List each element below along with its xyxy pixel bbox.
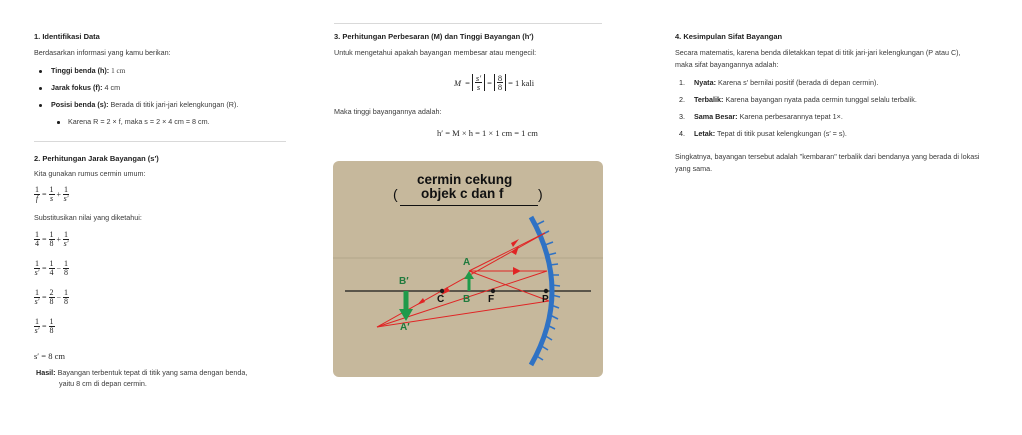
list-item: 1. Nyata: Karena s′ bernilai positif (berada di depan cermin).	[679, 78, 879, 87]
intro-line-2: maka sifat bayangannya adalah:	[675, 60, 779, 69]
closing-line-1: Singkatnya, bayangan tersebut adalah "kembaran" terbalik dari bendanya yang berada di lokasi	[675, 152, 980, 161]
label-Ap: A′	[400, 322, 410, 333]
label-B: B	[463, 294, 471, 305]
list-item: 4. Letak: Tepat di titik pusat kelengkungan (s′ = s).	[679, 129, 847, 138]
equation-step-2: $\frac{1}{s'}$ = $\frac{1}{4}$ − $\frac{1}{8}$	[34, 259, 69, 277]
title-underline	[400, 205, 538, 206]
equation-step-4: $\frac{1}{s'}$ = $\frac{1}{8}$	[34, 317, 54, 335]
bullet-dot	[39, 87, 42, 90]
intro-text: Untuk mengetahui apakah bayangan membesar atau mengecil:	[334, 48, 537, 57]
bullet-dot	[39, 70, 42, 73]
h-intro-text: Maka tinggi bayangannya adalah:	[334, 107, 442, 116]
point-C	[440, 289, 444, 293]
mirror-diagram	[333, 161, 603, 377]
hasil-line-2: yaitu 8 cm di depan cermin.	[59, 379, 147, 388]
bullet-dot	[57, 121, 60, 124]
bullet-posisi: Posisi benda (s): Berada di titik jari-jari kelengkungan (R).	[51, 100, 239, 109]
intro-text: Berdasarkan informasi yang kamu berikan:	[34, 48, 171, 57]
label-P: P	[542, 294, 549, 305]
sub-bullet-karena: Karena R = 2 × f, maka s = 2 × 4 cm = 8 cm.	[68, 117, 210, 126]
point-P	[544, 289, 548, 293]
section-title: 4. Kesimpulan Sifat Bayangan	[675, 32, 783, 41]
equation-step-1: $\frac{1}{4}$ = $\frac{1}{8}$ + $\frac{1}{s'}$	[35, 230, 69, 248]
section-title: 1. Identifikasi Data	[34, 32, 100, 41]
height-equation: h′ = M × h = 1 × 1 cm = 1 cm	[437, 128, 538, 138]
intro-text: Kita gunakan rumus cermin umum:	[34, 169, 146, 178]
section-title: 2. Perhitungan Jarak Bayangan (s′)	[34, 154, 159, 163]
closing-line-2: yang sama.	[675, 164, 713, 173]
label-A: A	[463, 257, 471, 268]
bullet-tinggi: Tinggi benda (h): 1 cm	[51, 66, 126, 75]
intro-line-1: Secara matematis, karena benda diletakkan tepat di titik jari-jari kelengkungan (P atau C),	[675, 48, 961, 57]
point-F	[491, 289, 495, 293]
section-title: 3. Perhitungan Perbesaran (M) dan Tinggi Bayangan (h′)	[334, 32, 534, 41]
label-Bp: B′	[399, 276, 409, 287]
diagram-title-2: objek c dan f	[421, 186, 504, 201]
label-C: C	[437, 294, 445, 305]
list-item: 3. Sama Besar: Karena perbesarannya tepat 1×.	[679, 112, 843, 121]
bullet-dot	[39, 104, 42, 107]
mirror-formula: $\frac{1}{f}$ = $\frac{1}{s}$ + $\frac{1}{s'}$	[35, 185, 69, 203]
divider	[34, 141, 286, 142]
magnification-equation: M = $\frac{s'}{s}$ = $\frac{8}{8}$ = 1 kali	[454, 73, 535, 92]
subst-text: Substitusikan nilai yang diketahui:	[34, 213, 142, 222]
equation-step-3: $\frac{1}{s'}$ = $\frac{2}{8}$ − $\frac{1}{8}$	[34, 288, 69, 306]
paren-right: )	[538, 186, 543, 202]
divider	[334, 23, 602, 24]
diagram-title-box	[393, 186, 543, 206]
list-item: 2. Terbalik: Karena bayangan nyata pada cermin tunggal selalu terbalik.	[679, 95, 917, 104]
hasil-line-1: Hasil: Bayangan terbentuk tepat di titik yang sama dengan benda,	[36, 368, 248, 377]
paren-left: (	[393, 186, 398, 202]
bullet-fokus: Jarak fokus (f): 4 cm	[51, 83, 121, 92]
result-equation: s′ = 8 cm	[34, 351, 65, 361]
label-F: F	[488, 294, 495, 305]
diagram-title-1: cermin cekung	[417, 172, 513, 187]
